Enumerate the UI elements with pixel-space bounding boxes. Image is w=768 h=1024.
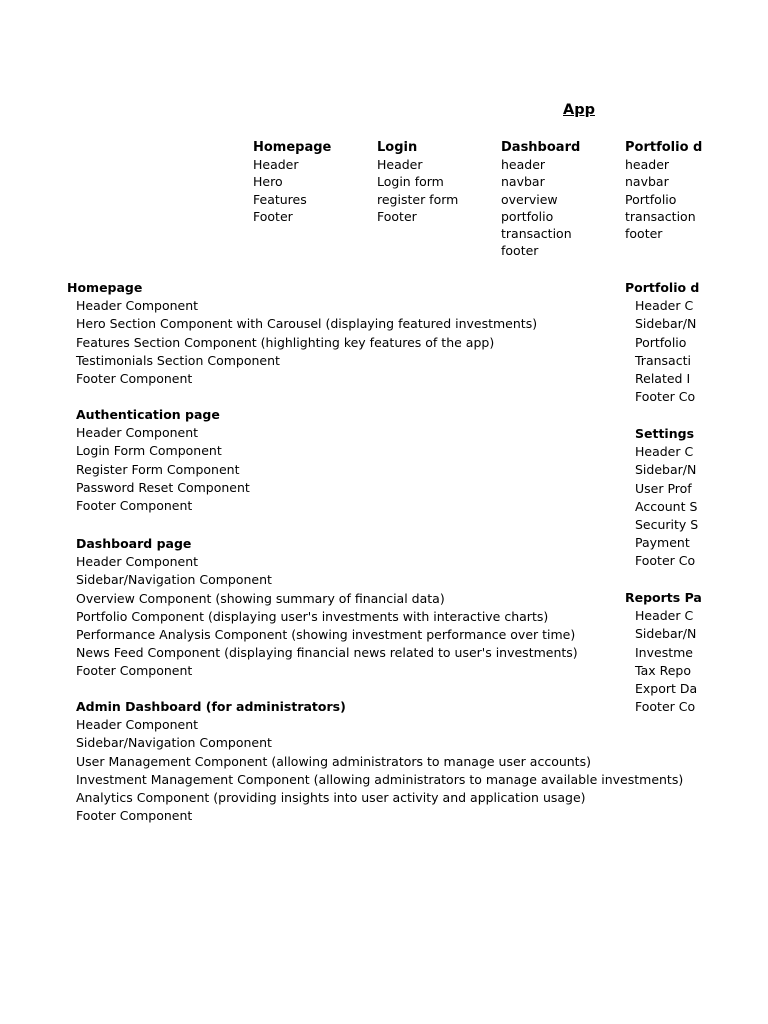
component-item: Features Section Component (highlighting key features of the app) [76,334,495,350]
section-heading: Reports Pa [625,590,702,605]
component-item: Header C [635,298,694,314]
column-heading: Login [377,140,418,155]
component-item: Portfolio [635,334,687,350]
component-item: Analytics Component (providing insights into user activity and application usage) [76,789,586,805]
component-item: Footer Component [76,497,193,513]
component-item: Investme [635,644,693,660]
section-heading: Homepage [67,280,143,295]
column-item: Portfolio [625,191,677,207]
section-heading: Admin Dashboard (for administrators) [76,699,346,714]
section-heading: Authentication page [76,407,220,422]
component-item: Security S [635,516,699,532]
column-item: register form [377,191,459,207]
column-item: Header [377,157,423,173]
page-title: App [563,102,595,118]
component-item: Export Da [635,680,698,696]
column-item: header [501,157,546,173]
component-item: Related I [635,370,691,386]
component-item: Footer Co [635,553,696,569]
column-item: Header [253,157,299,173]
component-item: Overview Component (showing summary of financial data) [76,590,445,606]
column-item: overview [501,191,558,207]
component-item: Header C [635,608,694,624]
component-item: Payment [635,535,690,551]
column-item: navbar [625,174,669,190]
component-item: User Prof [635,480,692,496]
section-dashboard [76,535,636,681]
column-item: footer [501,243,539,259]
column-item: portfolio [501,208,554,224]
component-item: Transacti [635,352,691,368]
column-item: transaction [501,225,572,241]
column-heading: Portfolio d [625,140,703,155]
page-column-homepage [253,139,377,225]
section-heading: Dashboard page [76,536,192,551]
column-heading: Dashboard [501,140,581,155]
section-heading: Settings [635,426,695,441]
component-item: Testimonials Section Component [76,352,280,368]
component-item: Performance Analysis Component (showing investment performance over time) [76,626,576,642]
section-heading: Portfolio d [625,280,700,295]
column-item: Footer [253,208,293,224]
section-homepage [67,279,636,388]
component-item: Header Component [76,554,199,570]
column-item: Hero [253,174,283,190]
component-item: Footer Co [635,699,696,715]
section-reports [625,589,702,716]
component-item: Register Form Component [76,461,240,477]
column-item: Features [253,191,307,207]
component-item: Footer Co [635,389,696,405]
component-item: Hero Section Component with Carousel (displaying featured investments) [76,316,538,332]
page-column-dashboard [501,139,625,259]
component-item: Footer Component [76,370,193,386]
column-item: header [625,157,670,173]
column-item: Login form [377,174,444,190]
component-item: Header Component [76,717,199,733]
page-column-login [377,139,501,225]
component-item: Login Form Component [76,443,222,459]
component-item: Sidebar/Navigation Component [76,572,272,588]
component-item: Tax Repo [635,662,691,678]
component-item: Footer Component [76,663,193,679]
column-item: navbar [501,174,545,190]
column-item: Footer [377,208,417,224]
column-item: transaction [625,208,696,224]
component-item: News Feed Component (displaying financial news related to user's investments) [76,645,578,661]
component-item: Account S [635,498,698,514]
component-item: Header Component [76,298,199,314]
component-item: Footer Component [76,808,193,824]
component-item: Sidebar/N [635,626,697,642]
component-item: Investment Management Component (allowing administrators to manage available investments) [76,771,684,787]
component-item: Sidebar/Navigation Component [76,735,272,751]
component-item: Sidebar/N [635,316,697,332]
component-item: Portfolio Component (displaying user's investments with interactive charts) [76,608,549,624]
component-item: User Management Component (allowing administrators to manage user accounts) [76,753,591,769]
column-heading: Homepage [253,140,332,155]
section-authentication [76,406,636,515]
component-item: Sidebar/N [635,462,697,478]
section-settings [635,425,699,571]
section-admin-dashboard [76,698,684,825]
section-portfolio [625,279,700,406]
component-item: Password Reset Component [76,479,250,495]
column-item: footer [625,225,663,241]
component-item: Header C [635,444,694,460]
component-item: Header Component [76,425,199,441]
page-column-portfolio [625,139,703,242]
